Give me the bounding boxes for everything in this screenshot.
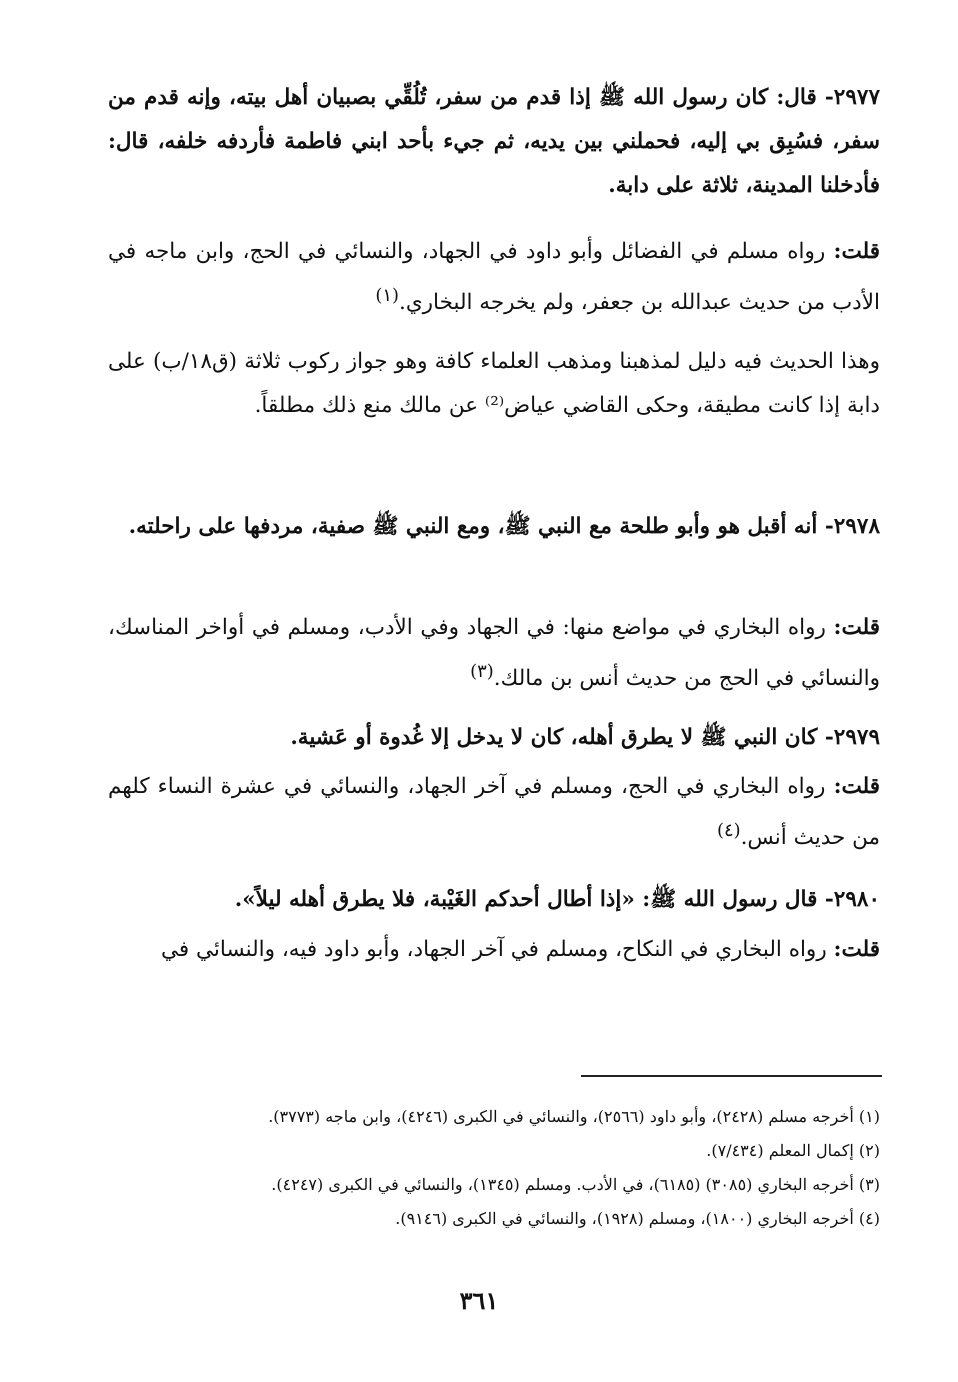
footnotes: [120, 1100, 880, 1236]
entry-2978: [108, 505, 880, 549]
commentary: [108, 230, 880, 325]
footnote-ref: (١): [375, 285, 399, 306]
hadith-text: ٢٩٧٩- كان النبي ﷺ لا يطرق أهله، كان لا يدخل إلا غُدوة أو عَشية.: [290, 725, 880, 750]
footnote-3: (٣) أخرجه البخاري (٣٠٨٥) (٦١٨٥)، في الأدب. ومسلم (١٣٤٥)، والنسائي في الكبرى (٤٢٤٧).: [271, 1175, 880, 1194]
entry-2979-commentary: [108, 765, 880, 860]
footnote-separator: [581, 1075, 882, 1077]
entry-2980: [108, 878, 880, 922]
footnote-1: (١) أخرجه مسلم (٢٤٢٨)، وأبو داود (٢٥٦٦)، والنسائي في الكبرى (٤٢٤٦)، وابن ماجه (٣٧٧٣).: [268, 1107, 880, 1126]
commentary-text: رواه مسلم في الفضائل وأبو داود في الجهاد، والنسائي في الحج، وابن ماجه في الأدب من حديث عبدالله بن جعفر، ولم يخرجه البخاري.: [108, 239, 880, 316]
commentary: [108, 606, 880, 701]
commentary: [108, 928, 880, 972]
commentary-label: قلت:: [833, 937, 880, 962]
hadith-text: ٢٩٧٧- قال: كان رسول الله ﷺ إذا قدم من سفر، تُلُقِّي بصبيان أهل بيته، وإنه قدم من سفر، فسُبِق بي إليه، فحملني بين يديه، ثم جيء بأحد ابني فاطمة فأردفه خلفه، قال: فأدخلنا المدينة، ثلاثة على دابة.: [108, 85, 880, 198]
entry-2977-commentary: [108, 230, 880, 325]
entry-2977: [108, 76, 880, 208]
footnote-ref: (٣): [470, 661, 494, 682]
entry-2979: [108, 716, 880, 760]
hadith-text: ٢٩٧٨- أنه أقبل هو وأبو طلحة مع النبي ﷺ، ومع النبي ﷺ صفية، مردفها على راحلته.: [128, 514, 880, 539]
commentary-text: رواه البخاري في النكاح، ومسلم في آخر الجهاد، وأبو داود فيه، والنسائي في: [160, 937, 827, 962]
hadith-text: ٢٩٨٠- قال رسول الله ﷺ: «إذا أطال أحدكم الغَيْبة، فلا يطرق أهله ليلاً».: [234, 887, 880, 912]
entry-2978-commentary: [108, 606, 880, 701]
scholarly-note: وهذا الحديث فيه دليل لمذهبنا ومذهب العلماء كافة وهو جواز ركوب ثلاثة (ق١٨/ب) على دابة إذا كانت مطيقة، وحكى القاضي عياض⁽²⁾ عن مالك منع ذلك مطلقاً.: [108, 349, 881, 418]
footnote-ref: (٤): [716, 820, 741, 841]
commentary-label: قلت:: [833, 774, 881, 799]
commentary: [108, 765, 880, 860]
commentary-label: قلت:: [833, 615, 880, 640]
commentary-text: رواه البخاري في الحج، ومسلم في آخر الجهاد، والنسائي في عشرة النساء كلهم من حديث أنس.: [108, 774, 880, 851]
entry-2977-note: [108, 340, 880, 428]
commentary-text: رواه البخاري في مواضع منها: في الجهاد وفي الأدب، ومسلم في أواخر المناسك، والنسائي في الحج من حديث أنس بن مالك.: [108, 615, 880, 692]
entry-2980-commentary: [108, 928, 880, 972]
commentary-label: قلت:: [833, 239, 880, 264]
footnote-2: (٢) إكمال المعلم (٧/٤٣٤).: [706, 1141, 880, 1160]
footnote-4: (٤) أخرجه البخاري (١٨٠٠)، ومسلم (١٩٢٨)، والنسائي في الكبرى (٩١٤٦).: [395, 1209, 880, 1228]
page-number: ٣٦١: [459, 1286, 499, 1315]
